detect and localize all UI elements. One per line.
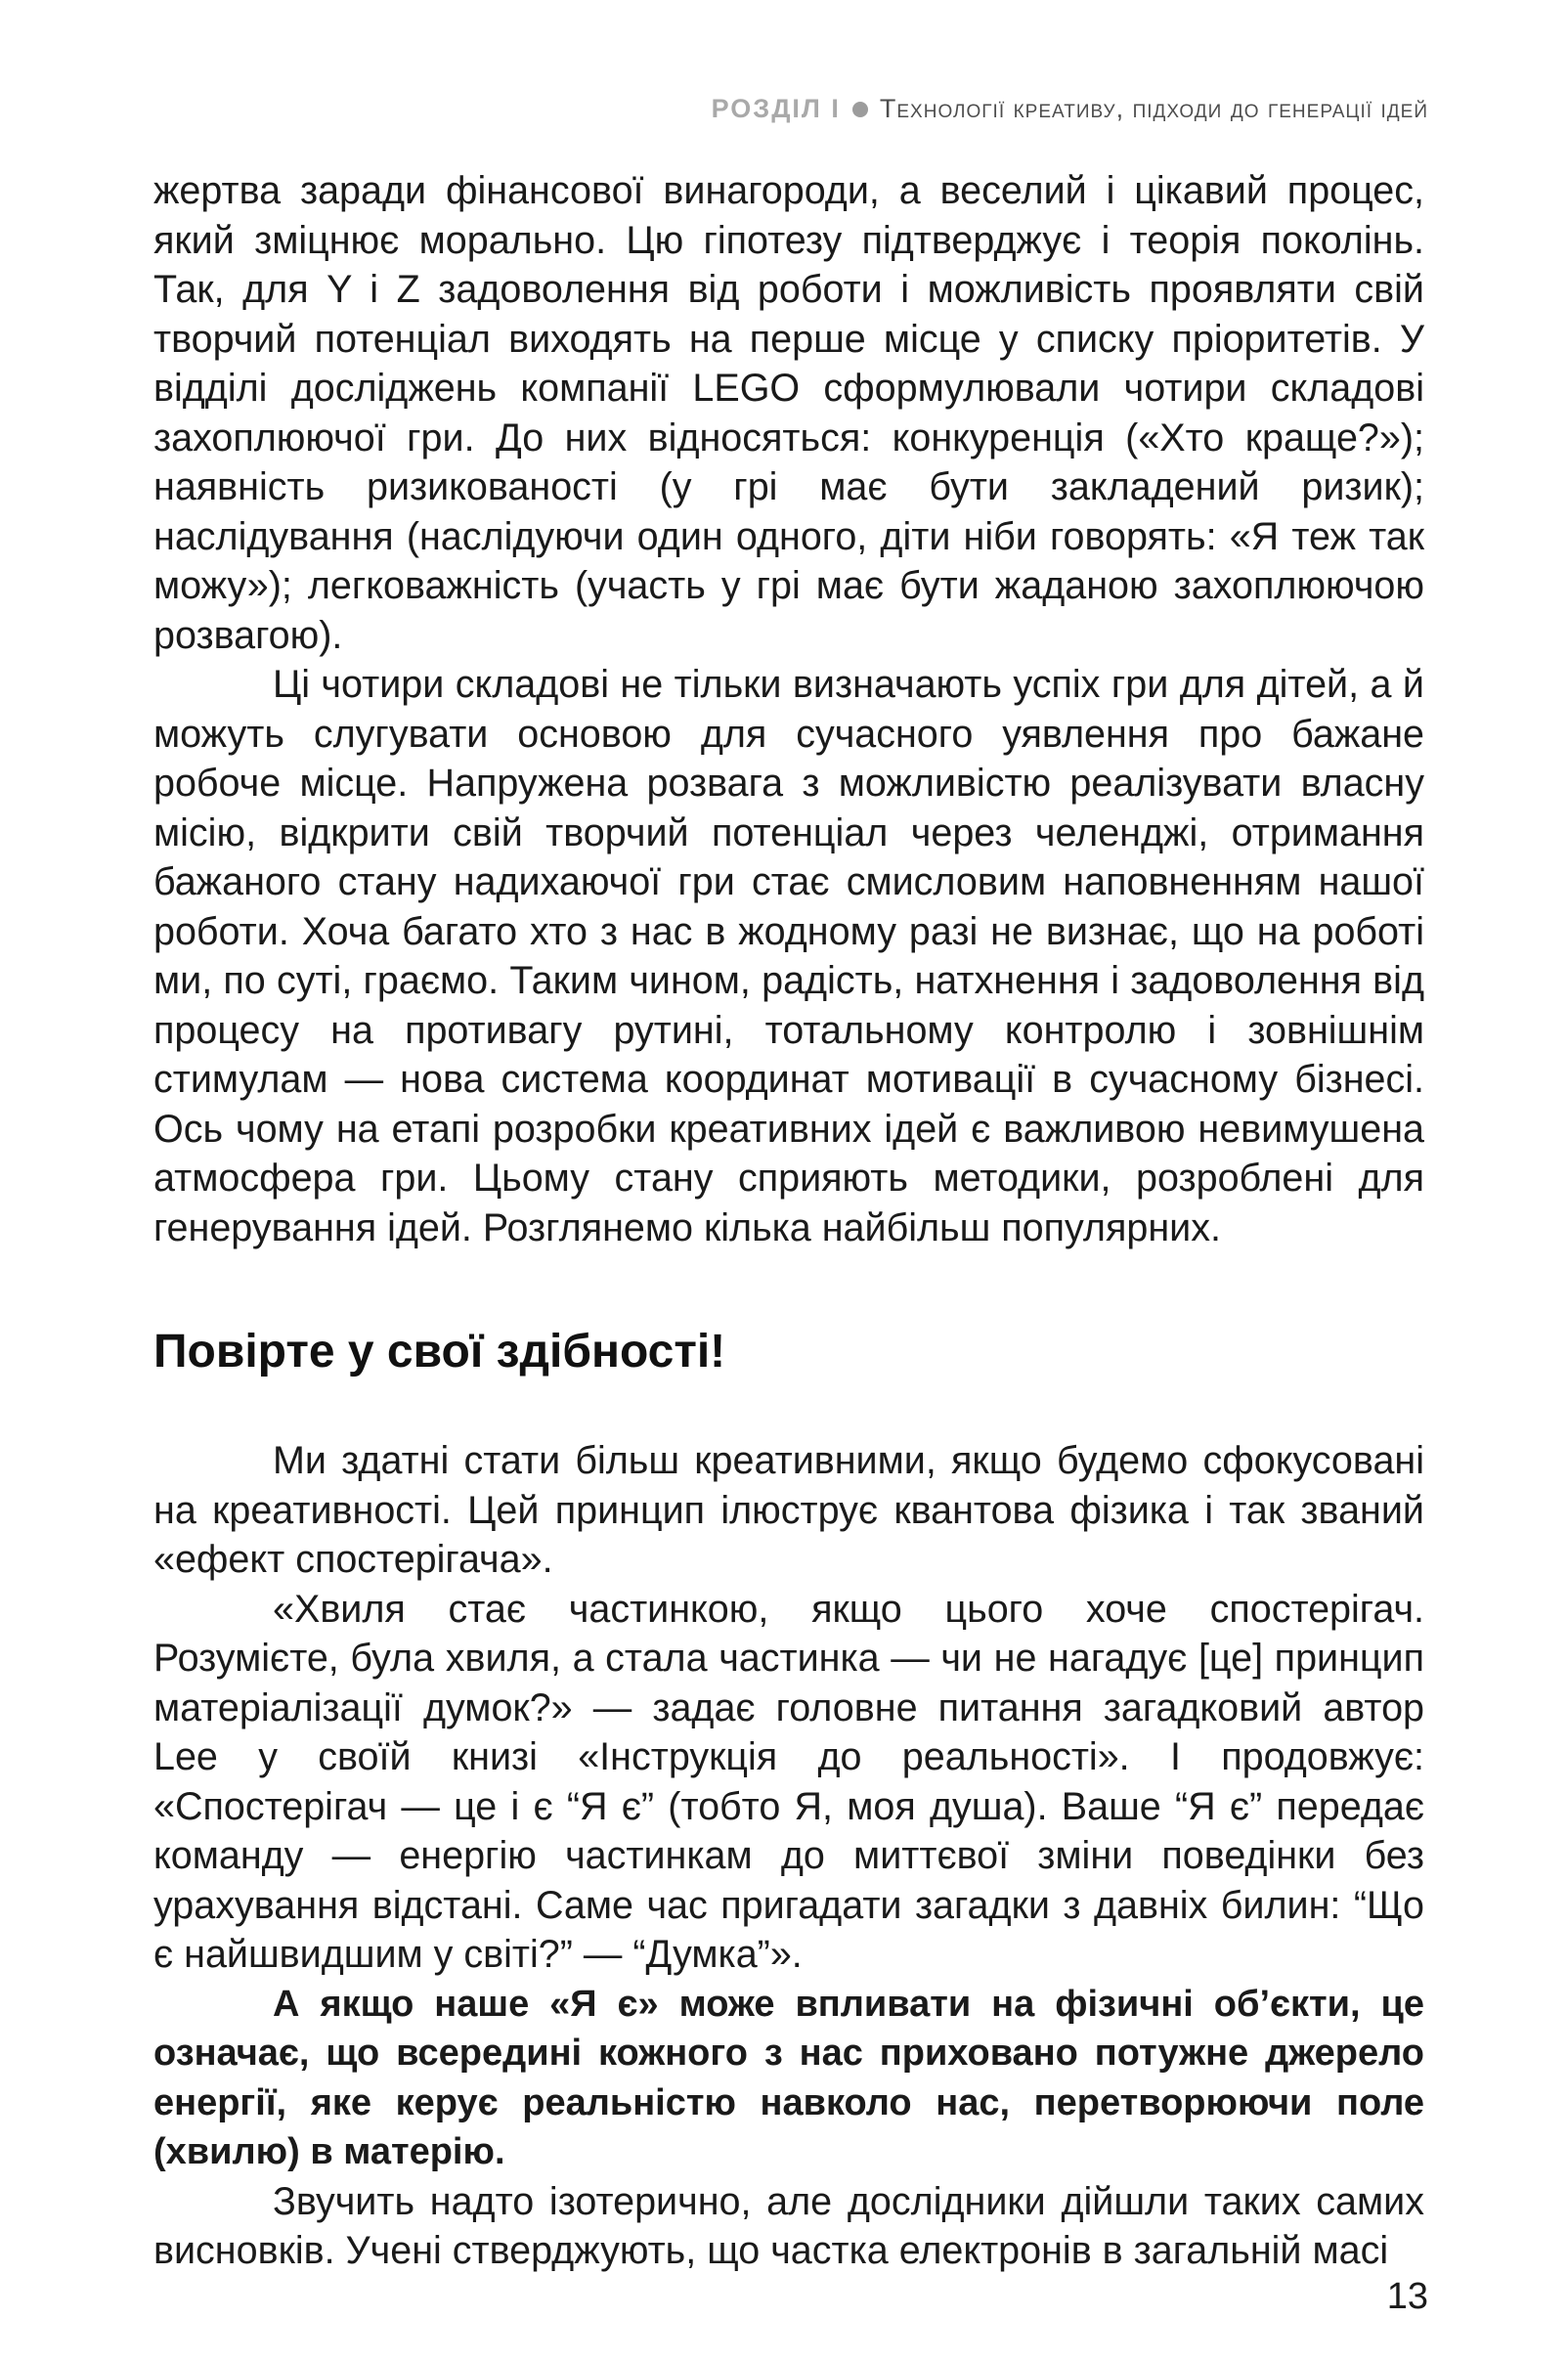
paragraph-2: Ці чотири складові не тільки визначають успіх гри для дітей, а й можуть слугувати основою для сучасного уявлення про бажане робоче місце. Напружена розвага з можливістю реалізувати власну місію, відкрити свій творчий потенціал через челенджі, отримання бажаного стану надихаючої гри стає смисловим наповненням нашої роботи. Хоча багато хто з нас в жодному разі не визнає, що на роботі ми, по суті, граємо. Таким чином, радість, натхнення і задоволення від процесу на противагу рутині, тотальному контролю і зовнішнім стимулам — нова система координат мотивації в сучасному бізнесі. Ось чому на етапі розробки креативних ідей є важливою невимушена атмосфера гри. Цьому стану сприяють методики, розроблені для генерування ідей. Розглянемо кілька найбільш популярних. — [153, 663, 1424, 1249]
section-paragraph-2: «Хвиля стає частинкою, якщо цього хоче спостерігач. Розумієте, була хвиля, а стала частинка — чи не нагадує [це] принцип матеріалізації думок?» — задає головне питання загадковий автор Lee у своїй книзі «Інструкція до реальності». І продовжує: «Спостерігач — це і є “Я є” (тобто Я, моя душа). Ваше “Я є” передає команду — енергію частинкам до миттєвої зміни поведінки без урахування відстані. Саме час пригадати загадки з давніх билин: “Що є найшвидшим у світі?” — “Думка”». — [153, 1587, 1424, 1976]
section-paragraph-bold: А якщо наше «Я є» може впливати на фізичні об’єкти, це означає, що всередині кожного з нас приховано потужне джерело енергії, яке керує реальністю навколо нас, перетворюючи поле (хвилю) в матерію. — [153, 1983, 1424, 2172]
section-paragraph-1: Ми здатні стати більш креативними, якщо будемо сфокусовані на креативності. Цей принцип ілюструє квантова фізика і так званий «ефект спостерігача». — [153, 1439, 1424, 1581]
bullet-dot-icon — [852, 102, 868, 117]
section-heading: Повірте у свої здібності! — [153, 1326, 726, 1378]
chapter-title: Технології креативу, підходи до генерації ідей — [879, 94, 1428, 123]
chapter-label: РОЗДІЛ І — [711, 94, 841, 123]
page-body — [153, 166, 1424, 2276]
page-number: 13 — [1386, 2276, 1428, 2317]
section-paragraph-4: Звучить надто ізотерично, але дослідники дійшли таких самих висновків. Учені стверджують, що частка електронів в загальній масі — [153, 2179, 1424, 2272]
paragraph-1: жертва заради фінансової винагороди, а веселий і цікавий процес, який зміцнює морально. Цю гіпотезу підтверджує і теорія поколінь. Так, для Y і Z задоволення від роботи і можливість проявляти свій творчий потенціал виходять на перше місце у списку пріоритетів. У відділі досліджень компанії LEGO сформулювали чотири складові захоплюючої гри. До них відносяться: конкуренція («Хто краще?»); наявність ризикованості (у грі має бути закладений ризик); наслідування (наслідуючи один одного, діти ніби говорять: «Я теж так можу»); легковажність (участь у грі має бути жаданою захоплюючою розвагою). — [153, 169, 1424, 657]
running-header — [712, 94, 1428, 124]
